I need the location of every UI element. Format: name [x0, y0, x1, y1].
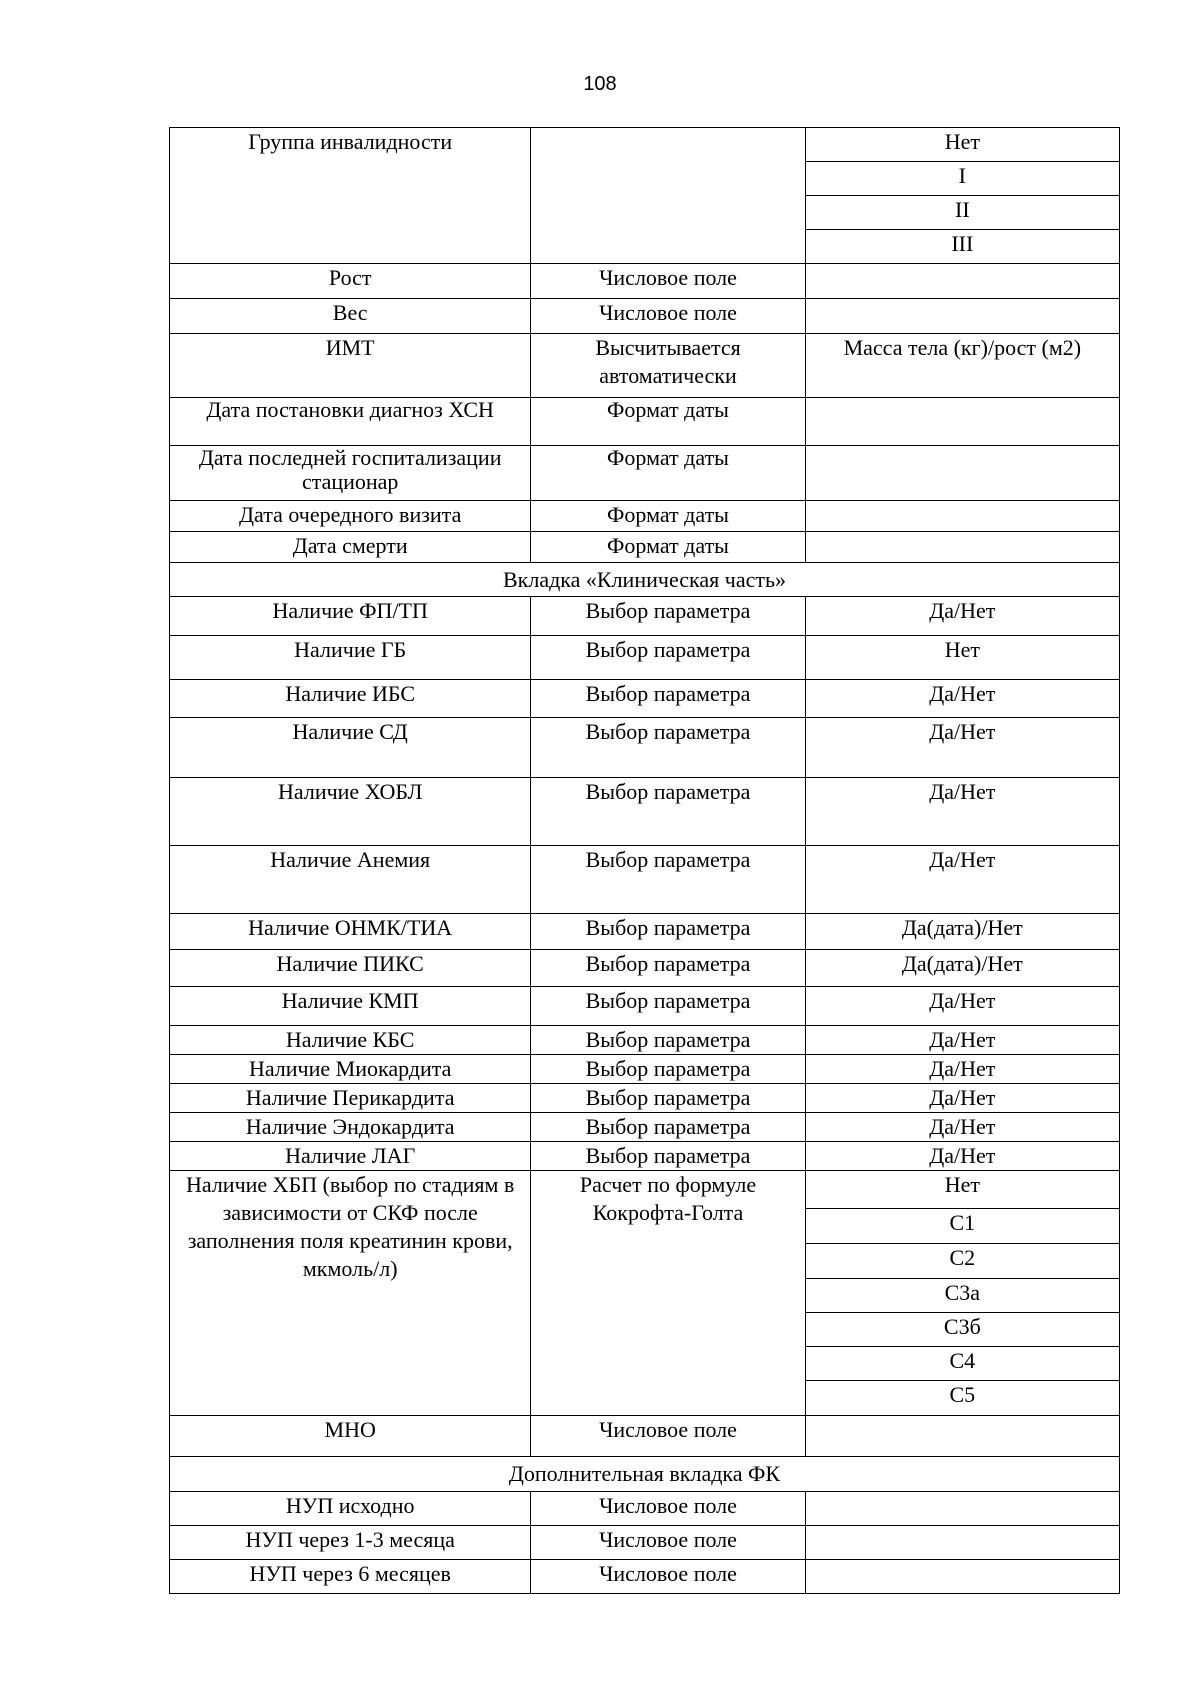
field-type-cell: [531, 128, 805, 264]
field-value-cell: Да/Нет: [805, 778, 1119, 846]
field-value-cell: [805, 1526, 1119, 1560]
field-value-cell: [805, 264, 1119, 299]
table-row: [170, 987, 1120, 1026]
option-cell: С5: [805, 1381, 1119, 1416]
field-name-cell: НУП через 1-3 месяца: [170, 1526, 531, 1560]
field-type-cell: Выбор параметра: [531, 1113, 805, 1142]
option-cell: Нет: [805, 1171, 1119, 1209]
field-type-cell: Выбор параметра: [531, 987, 805, 1026]
table-row: [170, 1171, 1120, 1209]
table-row: [170, 446, 1120, 501]
field-name-cell: МНО: [170, 1416, 531, 1457]
field-value-cell: [805, 1560, 1119, 1594]
field-value-cell: Да(дата)/Нет: [805, 950, 1119, 987]
page-number: 108: [583, 73, 617, 95]
table-row: [170, 299, 1120, 334]
field-type-cell: Выбор параметра: [531, 597, 805, 636]
field-type-cell: Формат даты: [531, 446, 805, 501]
field-type-cell: Выбор параметра: [531, 778, 805, 846]
field-value-cell: Да/Нет: [805, 1142, 1119, 1171]
table-row: [170, 1416, 1120, 1457]
field-value-cell: [805, 1416, 1119, 1457]
field-type-cell: Числовое поле: [531, 1492, 805, 1526]
field-name-cell: Дата смерти: [170, 532, 531, 563]
field-type-cell: Числовое поле: [531, 299, 805, 334]
option-cell: С2: [805, 1244, 1119, 1279]
field-name-cell: Наличие Анемия: [170, 846, 531, 914]
field-value-cell: [805, 532, 1119, 563]
field-name-cell: Дата последней госпитализации стационар: [170, 446, 531, 501]
field-type-cell: Высчитывается автоматически: [531, 334, 805, 398]
field-name-cell: Наличие Миокардита: [170, 1055, 531, 1084]
section-row: [170, 1457, 1120, 1492]
field-name-cell: Наличие ХОБЛ: [170, 778, 531, 846]
field-type-cell: Выбор параметра: [531, 1026, 805, 1055]
field-value-cell: Да/Нет: [805, 680, 1119, 718]
field-type-cell: Числовое поле: [531, 1560, 805, 1594]
field-name-cell: Наличие ХБП (выбор по стадиям в зависимости от СКФ после заполнения поля креатинин крови, мкмоль/л): [170, 1171, 531, 1416]
field-value-cell: [805, 501, 1119, 532]
field-name-cell: Наличие Перикардита: [170, 1084, 531, 1113]
table-row: [170, 1492, 1120, 1526]
table-row: [170, 846, 1120, 914]
field-name-cell: ИМТ: [170, 334, 531, 398]
field-value-cell: [805, 1492, 1119, 1526]
table-row: [170, 597, 1120, 636]
field-name-cell: Вес: [170, 299, 531, 334]
field-name-cell: НУП через 6 месяцев: [170, 1560, 531, 1594]
table-row: [170, 1084, 1120, 1113]
option-cell: С3б: [805, 1313, 1119, 1347]
field-value-cell: [805, 446, 1119, 501]
option-cell: I: [805, 162, 1119, 196]
table-row: [170, 1142, 1120, 1171]
field-name-cell: Наличие Эндокардита: [170, 1113, 531, 1142]
field-name-cell: Наличие ГБ: [170, 636, 531, 680]
field-value-cell: [805, 299, 1119, 334]
table-row: [170, 398, 1120, 446]
field-value-cell: Нет: [805, 636, 1119, 680]
field-value-cell: [805, 398, 1119, 446]
field-type-cell: Формат даты: [531, 398, 805, 446]
field-value-cell: Да(дата)/Нет: [805, 914, 1119, 950]
field-value-cell: Да/Нет: [805, 1113, 1119, 1142]
section-row: [170, 563, 1120, 597]
table-row: [170, 636, 1120, 680]
field-value-cell: Да/Нет: [805, 1055, 1119, 1084]
table-row: [170, 680, 1120, 718]
option-cell: Нет: [805, 128, 1119, 162]
field-type-cell: Выбор параметра: [531, 718, 805, 778]
field-value-cell: Да/Нет: [805, 846, 1119, 914]
field-name-cell: Дата очередного визита: [170, 501, 531, 532]
form-fields-table: [169, 127, 1120, 1594]
field-name-cell: Наличие ИБС: [170, 680, 531, 718]
table-row: [170, 1055, 1120, 1084]
option-cell: II: [805, 196, 1119, 230]
field-type-cell: Числовое поле: [531, 1416, 805, 1457]
field-value-cell: Да/Нет: [805, 987, 1119, 1026]
field-name-cell: НУП исходно: [170, 1492, 531, 1526]
field-type-cell: Выбор параметра: [531, 846, 805, 914]
field-type-cell: Выбор параметра: [531, 1084, 805, 1113]
table-row: [170, 1113, 1120, 1142]
table-row: [170, 1526, 1120, 1560]
table-row: [170, 128, 1120, 162]
field-value-cell: Масса тела (кг)/рост (м2): [805, 334, 1119, 398]
table-row: [170, 718, 1120, 778]
field-type-cell: Выбор параметра: [531, 1055, 805, 1084]
field-name-cell: Наличие ПИКС: [170, 950, 531, 987]
field-type-cell: Выбор параметра: [531, 914, 805, 950]
field-type-cell: Выбор параметра: [531, 636, 805, 680]
field-type-cell: Выбор параметра: [531, 680, 805, 718]
table-row: [170, 264, 1120, 299]
table-row: [170, 778, 1120, 846]
field-value-cell: Да/Нет: [805, 597, 1119, 636]
field-value-cell: Да/Нет: [805, 1084, 1119, 1113]
field-name-cell: Дата постановки диагноз ХСН: [170, 398, 531, 446]
table-row: [170, 1560, 1120, 1594]
section-title-clinical: Вкладка «Клиническая часть»: [170, 563, 1120, 597]
table-row: [170, 914, 1120, 950]
field-name-cell: Рост: [170, 264, 531, 299]
field-type-cell: Числовое поле: [531, 1526, 805, 1560]
table-row: [170, 1026, 1120, 1055]
field-value-cell: Да/Нет: [805, 718, 1119, 778]
field-name-cell: Наличие КМП: [170, 987, 531, 1026]
field-name-cell: Наличие ОНМК/ТИА: [170, 914, 531, 950]
field-type-cell: Выбор параметра: [531, 1142, 805, 1171]
field-type-cell: Числовое поле: [531, 264, 805, 299]
field-type-cell: Выбор параметра: [531, 950, 805, 987]
option-cell: С4: [805, 1347, 1119, 1381]
option-cell: III: [805, 230, 1119, 264]
field-name-cell: Наличие КБС: [170, 1026, 531, 1055]
field-type-cell: Формат даты: [531, 532, 805, 563]
table-row: [170, 334, 1120, 398]
table-row: [170, 950, 1120, 987]
field-type-cell: Формат даты: [531, 501, 805, 532]
table-row: [170, 501, 1120, 532]
field-value-cell: Да/Нет: [805, 1026, 1119, 1055]
section-title-fc: Дополнительная вкладка ФК: [170, 1457, 1120, 1492]
field-name-cell: Наличие ЛАГ: [170, 1142, 531, 1171]
option-cell: С1: [805, 1209, 1119, 1244]
field-name-cell: Группа инвалидности: [170, 128, 531, 264]
field-name-cell: Наличие ФП/ТП: [170, 597, 531, 636]
table-row: [170, 532, 1120, 563]
field-type-cell: Расчет по формуле Кокрофта-Голта: [531, 1171, 805, 1416]
field-name-cell: Наличие СД: [170, 718, 531, 778]
option-cell: С3а: [805, 1279, 1119, 1313]
